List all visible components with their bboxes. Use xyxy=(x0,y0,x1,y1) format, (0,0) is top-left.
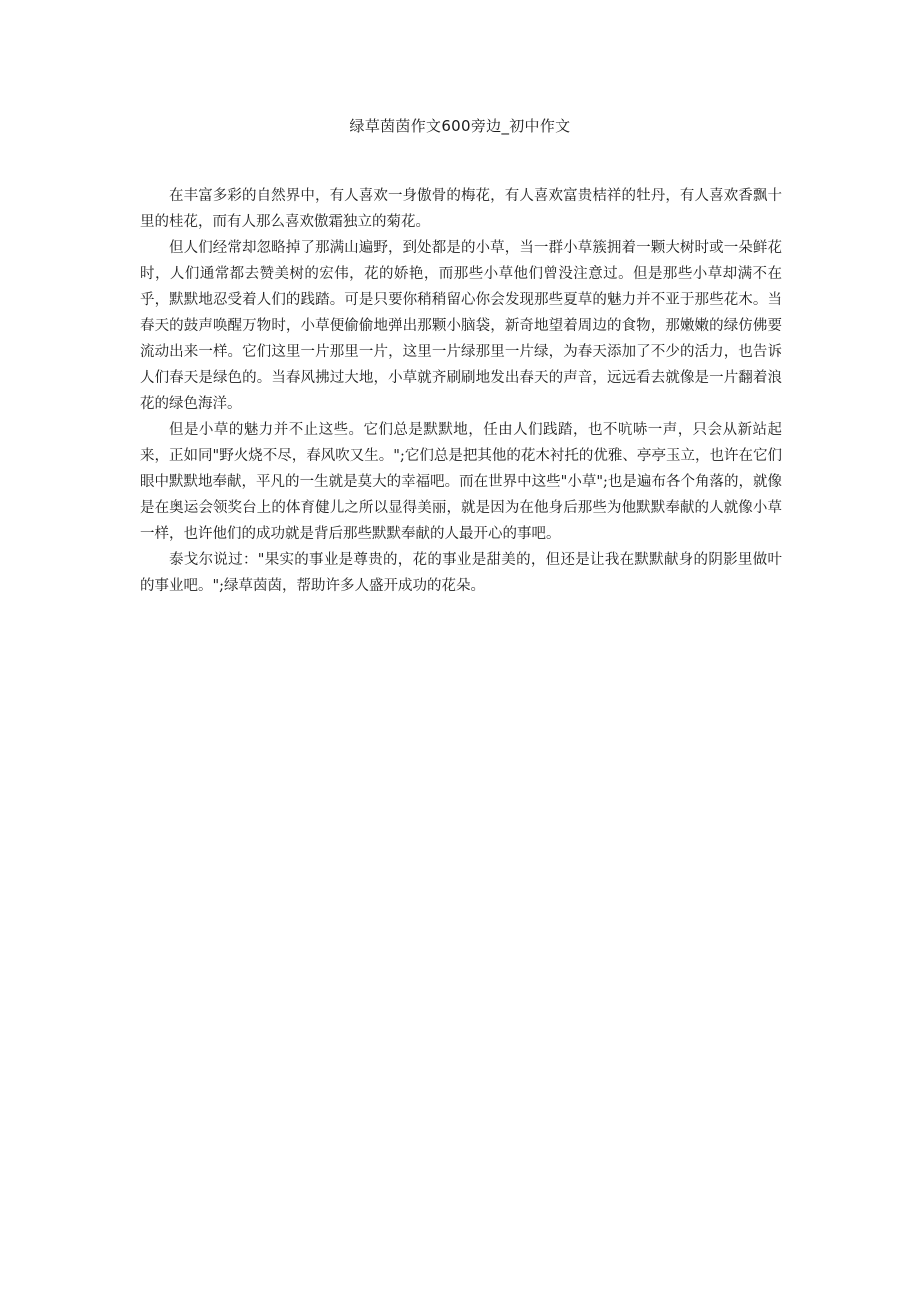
paragraph-4: 泰戈尔说过："果实的事业是尊贵的，花的事业是甜美的，但还是让我在默默献身的阴影里做叶的事业吧。";绿草茵茵，帮助许多人盛开成功的花朵。 xyxy=(140,552,782,594)
paragraph-3: 但是小草的魅力并不止这些。它们总是默默地，任由人们践踏，也不吭哧一声，只会从新站起来，正如同"野火烧不尽，春风吹又生。";它们总是把其他的花木衬托的优雅、亭亭玉立，也许在它们眼中默默地奉献，平凡的一生就是莫大的幸福吧。而在世界中这些"小草";也是遍布各个角落的，就像是在奥运会领奖台上的体育健儿之所以显得美丽，就是因为在他身后那些为他默默奉献的人就像小草一样，也许他们的成功就是背后那些默默奉献的人最开心的事吧。 xyxy=(140,422,782,542)
document-body xyxy=(140,183,782,599)
document-title: 绿草茵茵作文600旁边_初中作文 xyxy=(349,117,571,135)
paragraph-1: 在丰富多彩的自然界中，有人喜欢一身傲骨的梅花，有人喜欢富贵桔祥的牡丹，有人喜欢香飘十里的桂花，而有人那么喜欢傲霜独立的菊花。 xyxy=(140,188,782,230)
paragraph-2: 但人们经常却忽略掉了那满山遍野，到处都是的小草，当一群小草簇拥着一颗大树时或一朵鲜花时，人们通常都去赞美树的宏伟，花的娇艳，而那些小草他们曾没注意过。但是那些小草却满不在乎，默默地忍受着人们的践踏。可是只要你稍稍留心你会发现那些夏草的魅力并不亚于那些花木。当春天的鼓声唤醒万物时，小草便偷偷地弹出那颗小脑袋，新奇地望着周边的食物，那嫩嫩的绿仿佛要流动出来一样。它们这里一片那里一片，这里一片绿那里一片绿，为春天添加了不少的活力，也告诉人们春天是绿色的。当春风拂过大地，小草就齐刷刷地发出春天的声音，远远看去就像是一片翻着浪花的绿色海洋。 xyxy=(140,240,782,412)
